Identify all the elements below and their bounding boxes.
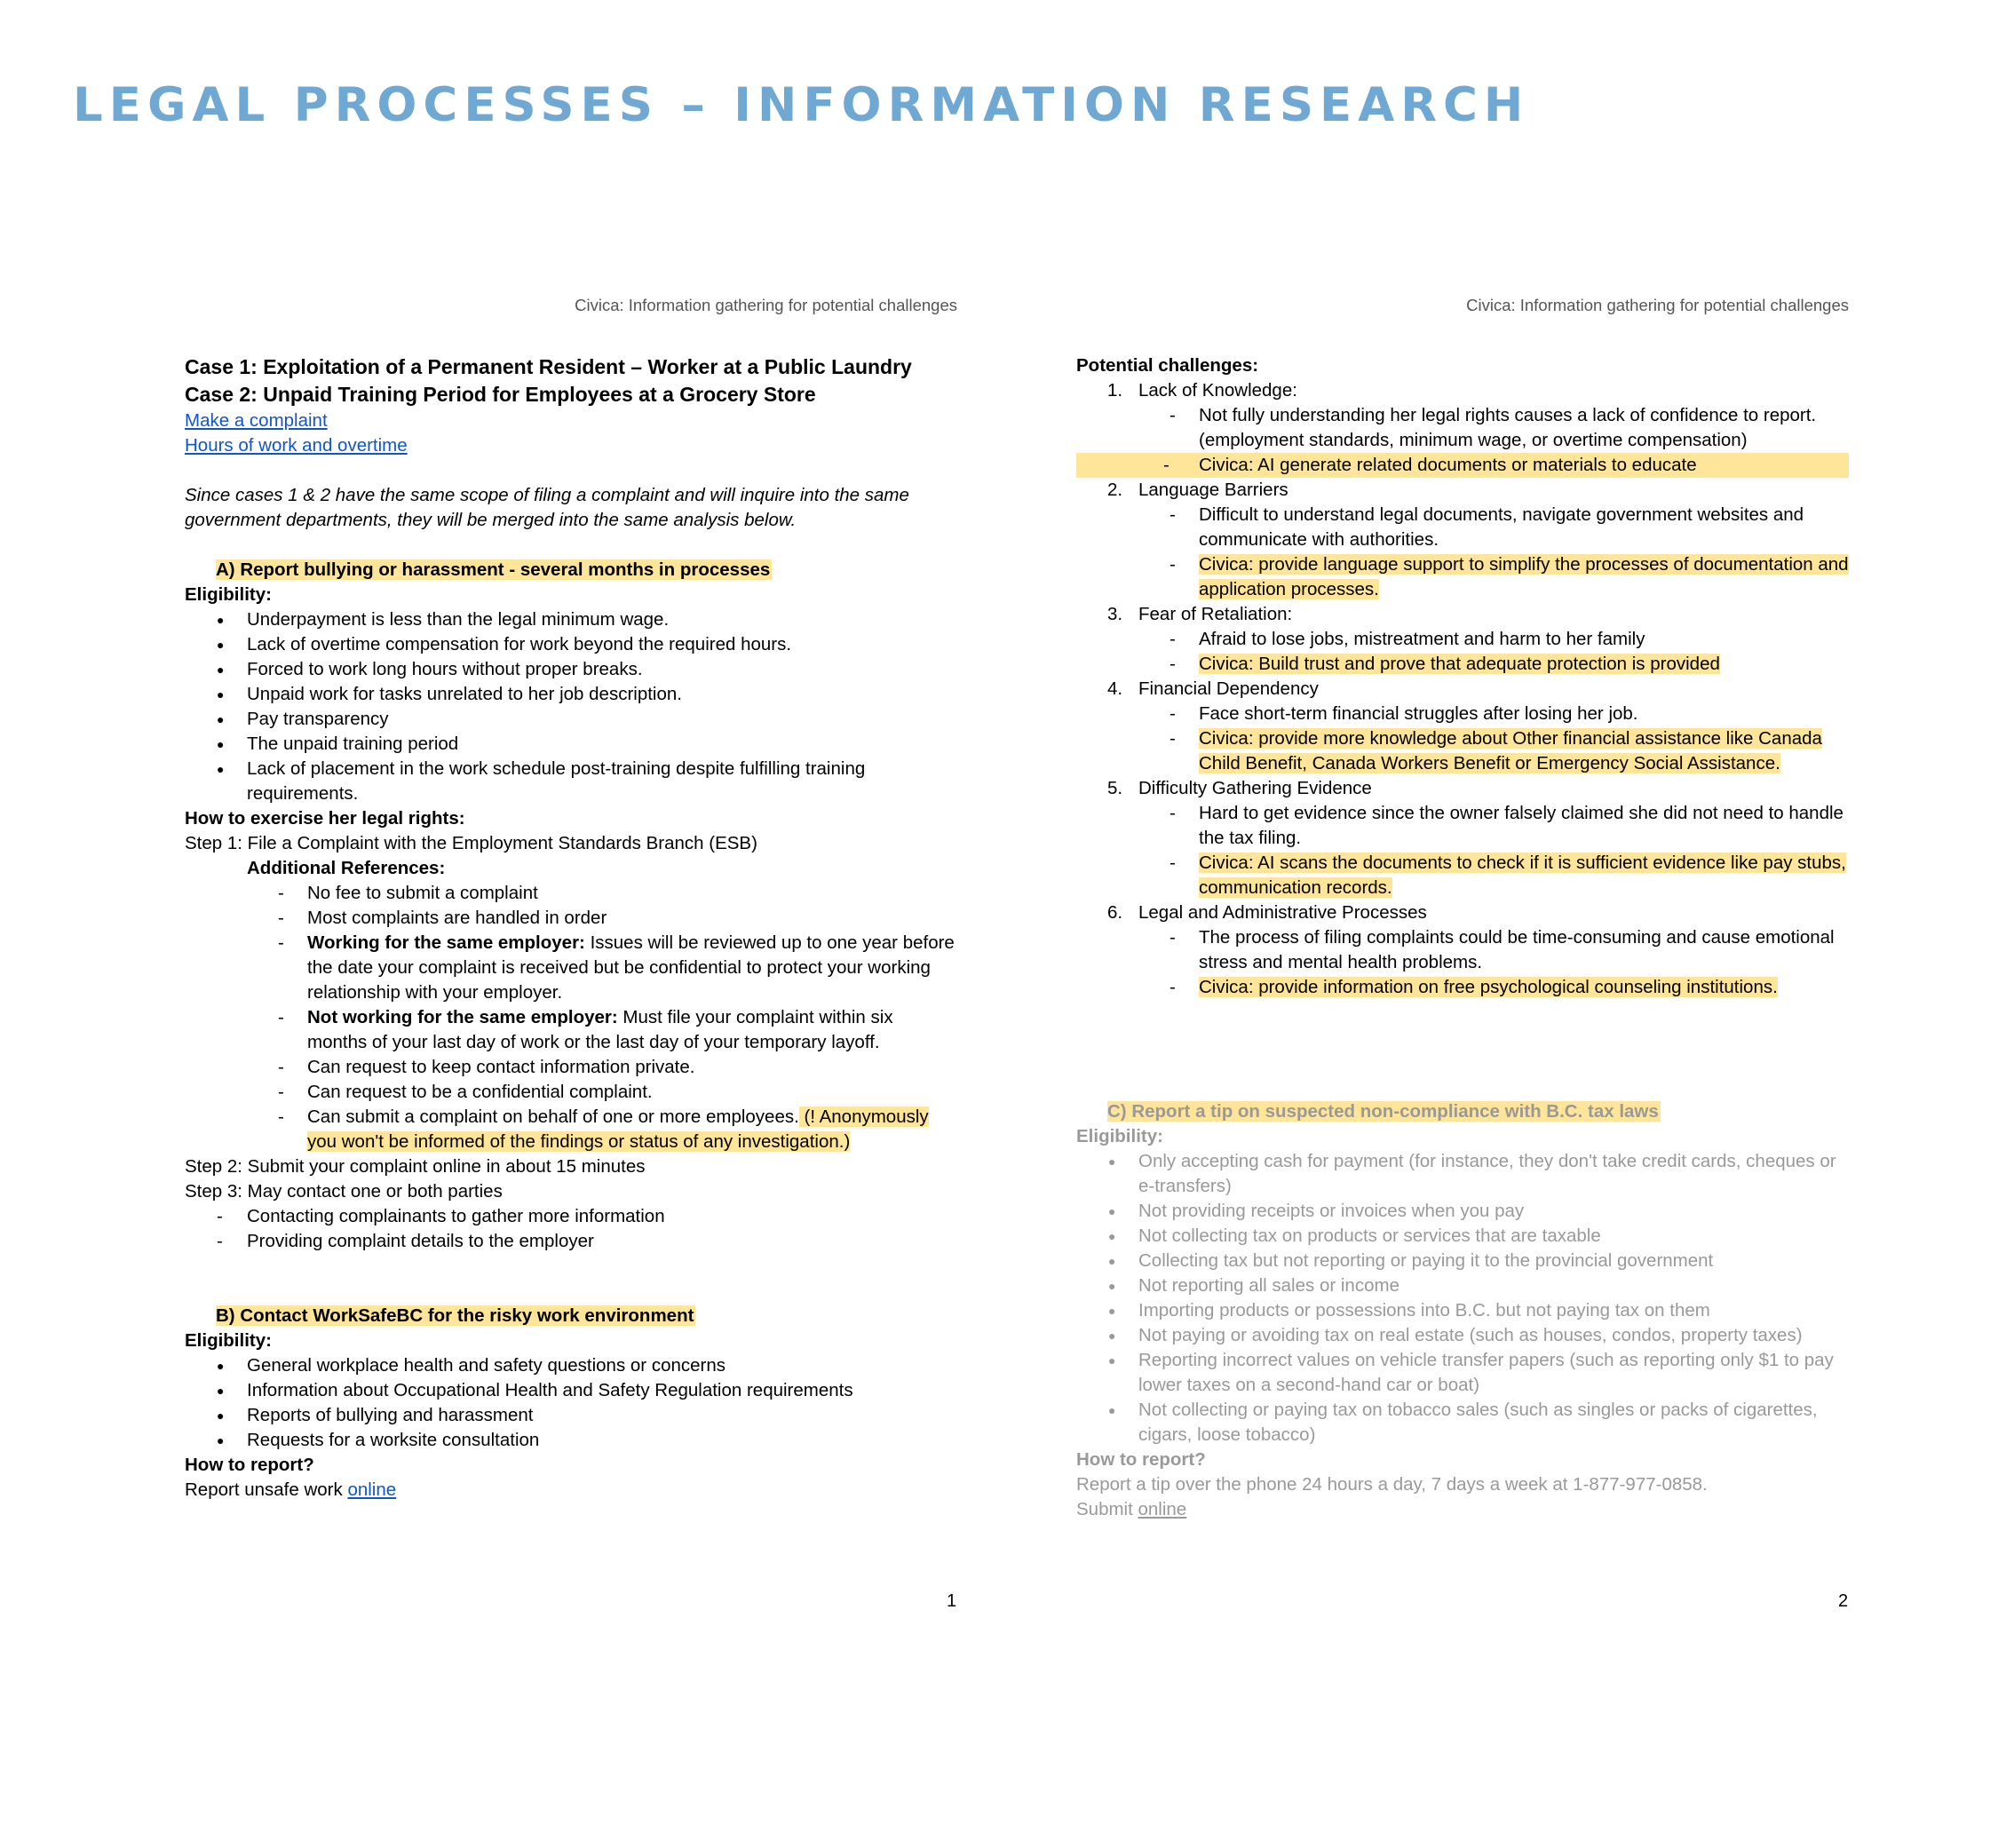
document-page-2 [1076,293,1849,1522]
list-item: ● The unpaid training period [185,732,957,757]
list-item: - The process of filing complaints could be time-consuming and cause emotional stress and mental health problems. [1076,925,1849,975]
list-item: ● Collecting tax but not reporting or paying it to the provincial government [1076,1249,1849,1273]
list-item: - Can request to be a confidential complaint. [185,1080,957,1105]
step-3: Step 3: May contact one or both parties [185,1181,503,1202]
civica-solution: - Civica: provide language support to simplify the processes of documentation and application processes. [1076,552,1849,602]
page-number-1: 1 [947,1591,957,1611]
eligibility-label: Eligibility: [1076,1126,1163,1146]
list-item: - Hard to get evidence since the owner falsely claimed she did not need to handle the tax filing. [1076,801,1849,851]
list-item: - Not working for the same employer: Must file your complaint within six months of your last day of work or the last day of your temporary layoff. [185,1005,957,1055]
list-item: ● Lack of placement in the work schedule post-training despite fulfilling training requirements. [185,757,957,806]
list-item: - Can submit a complaint on behalf of one or more employees. (! Anonymously you won't be informed of the findings or status of any investigation.) [185,1105,957,1154]
list-item: ● Unpaid work for tasks unrelated to her job description. [185,682,957,707]
section-c-eligibility-list [1076,1149,1849,1447]
worksafe-online-link[interactable]: online [347,1479,397,1500]
list-item: ● General workplace health and safety questions or concerns [185,1353,957,1378]
references-list [185,881,957,1154]
step3-list [185,1204,957,1254]
list-item: ● Not paying or avoiding tax on real estate (such as houses, condos, property taxes) [1076,1323,1849,1348]
list-item: - Difficult to understand legal documents, navigate government websites and communicate with authorities. [1076,503,1849,552]
challenges-list [1076,378,1849,1000]
hours-overtime-link[interactable]: Hours of work and overtime [185,435,408,456]
list-item: ● Reporting incorrect values on vehicle transfer papers (such as reporting only $1 to pay lower taxes on a second-hand car or boat) [1076,1348,1849,1398]
how-to-report-label: How to report? [185,1455,314,1475]
list-item: - Contacting complainants to gather more information [185,1204,957,1229]
list-item: ● Pay transparency [185,707,957,732]
section-a-title: A) Report bullying or harassment - several months in processes [216,559,771,580]
submit-online: Submit online [1076,1499,1187,1519]
civica-solution: - Civica: Build trust and prove that adequate protection is provided [1076,652,1849,677]
page-number-2: 2 [1838,1591,1849,1611]
section-b-eligibility-list [185,1353,957,1453]
page-title: LEGAL PROCESSES – INFORMATION RESEARCH [73,78,1530,132]
eligibility-label: Eligibility: [185,1330,272,1351]
references-label: Additional References: [247,858,446,878]
challenge-item: 3. Fear of Retaliation: - Afraid to lose jobs, mistreatment and harm to her family - Civica: Build trust and prove that adequate protection is provided [1076,602,1849,677]
tax-online-link[interactable]: online [1138,1499,1187,1519]
page-header: Civica: Information gathering for potential challenges [575,296,957,314]
make-complaint-link[interactable]: Make a complaint [185,410,328,431]
list-item: ● Not providing receipts or invoices when you pay [1076,1199,1849,1224]
section-a-eligibility-list [185,607,957,806]
challenge-item: 4. Financial Dependency - Face short-term financial struggles after losing her job. - Civica: provide more knowledge about Other financial assistance like Canada Child Benefit, Canada Workers Benefit or Emergency Social Assistance. [1076,677,1849,776]
list-item: ● Forced to work long hours without proper breaks. [185,657,957,682]
challenge-item: 5. Difficulty Gathering Evidence - Hard to get evidence since the owner falsely claimed she did not need to handle the tax filing. - Civica: AI scans the documents to check if it is sufficient evidence like pay stubs, communication records. [1076,776,1849,900]
step-1: Step 1: File a Complaint with the Employment Standards Branch (ESB) [185,833,757,853]
list-item: - Working for the same employer: Issues will be reviewed up to one year before the date your complaint is received but be confidential to protect your working relationship with your employer. [185,931,957,1005]
civica-solution: - Civica: provide information on free psychological counseling institutions. [1076,975,1849,1000]
challenge-item: 6. Legal and Administrative Processes - The process of filing complaints could be time-consuming and cause emotional stress and mental health problems. - Civica: provide information on free psychological counseling institutions. [1076,900,1849,1000]
list-item: - Afraid to lose jobs, mistreatment and harm to her family [1076,627,1849,652]
report-unsafe-work: Report unsafe work online [185,1479,397,1500]
list-item: - Most complaints are handled in order [185,906,957,931]
list-item: ● Requests for a worksite consultation [185,1428,957,1453]
step-2: Step 2: Submit your complaint online in about 15 minutes [185,1156,646,1177]
civica-solution: - Civica: AI generate related documents or materials to educate [1076,453,1849,478]
how-to-report-label: How to report? [1076,1449,1206,1470]
list-item: ● Information about Occupational Health and Safety Regulation requirements [185,1378,957,1403]
challenge-item: 1. Lack of Knowledge: - Not fully understanding her legal rights causes a lack of confidence to report. (employment standards, minimum wage, or overtime compensation) - Civica: AI generate related documents or materials to educate [1076,378,1849,478]
list-item: ● Not collecting tax on products or services that are taxable [1076,1224,1849,1249]
civica-solution: - Civica: AI scans the documents to check if it is sufficient evidence like pay stubs, communication records. [1076,851,1849,900]
list-item: ● Lack of overtime compensation for work beyond the required hours. [185,632,957,657]
list-item: ● Underpayment is less than the legal minimum wage. [185,607,957,632]
phone-text: Report a tip over the phone 24 hours a day, 7 days a week at 1-877-977-0858. [1076,1474,1708,1495]
page-header: Civica: Information gathering for potential challenges [1466,296,1849,314]
list-item: - Face short-term financial struggles after losing her job. [1076,702,1849,726]
case1-title: Case 1: Exploitation of a Permanent Resident – Worker at a Public Laundry [185,355,912,378]
list-item: - Providing complaint details to the employer [185,1229,957,1254]
document-page-1 [185,293,957,1503]
list-item: - Not fully understanding her legal rights causes a lack of confidence to report. (employment standards, minimum wage, or overtime compensation) [1076,403,1849,453]
how-label: How to exercise her legal rights: [185,808,465,829]
civica-solution: - Civica: provide more knowledge about Other financial assistance like Canada Child Benefit, Canada Workers Benefit or Emergency Social Assistance. [1076,726,1849,776]
section-c [1076,1099,1849,1522]
section-b-title: B) Contact WorkSafeBC for the risky work environment [216,1305,694,1326]
list-item: ● Importing products or possessions into B.C. but not paying tax on them [1076,1298,1849,1323]
list-item: - Can request to keep contact information private. [185,1055,957,1080]
list-item: ● Only accepting cash for payment (for instance, they don't take credit cards, cheques or e-transfers) [1076,1149,1849,1199]
list-item: ● Not reporting all sales or income [1076,1273,1849,1298]
intro-text: Since cases 1 & 2 have the same scope of filing a complaint and will inquire into the same government departments, they will be merged into the same analysis below. [185,485,909,530]
challenge-item: 2. Language Barriers - Difficult to understand legal documents, navigate government websites and communicate with authorities. - Civica: provide language support to simplify the processes of documentation and application processes. [1076,478,1849,602]
eligibility-label: Eligibility: [185,584,272,605]
challenges-label: Potential challenges: [1076,355,1259,376]
section-c-title: C) Report a tip on suspected non-compliance with B.C. tax laws [1107,1101,1659,1122]
list-item: ● Reports of bullying and harassment [185,1403,957,1428]
list-item: ● Not collecting or paying tax on tobacco sales (such as singles or packs of cigarettes, cigars, loose tobacco) [1076,1398,1849,1447]
list-item: - No fee to submit a complaint [185,881,957,906]
case2-title: Case 2: Unpaid Training Period for Employees at a Grocery Store [185,383,816,406]
